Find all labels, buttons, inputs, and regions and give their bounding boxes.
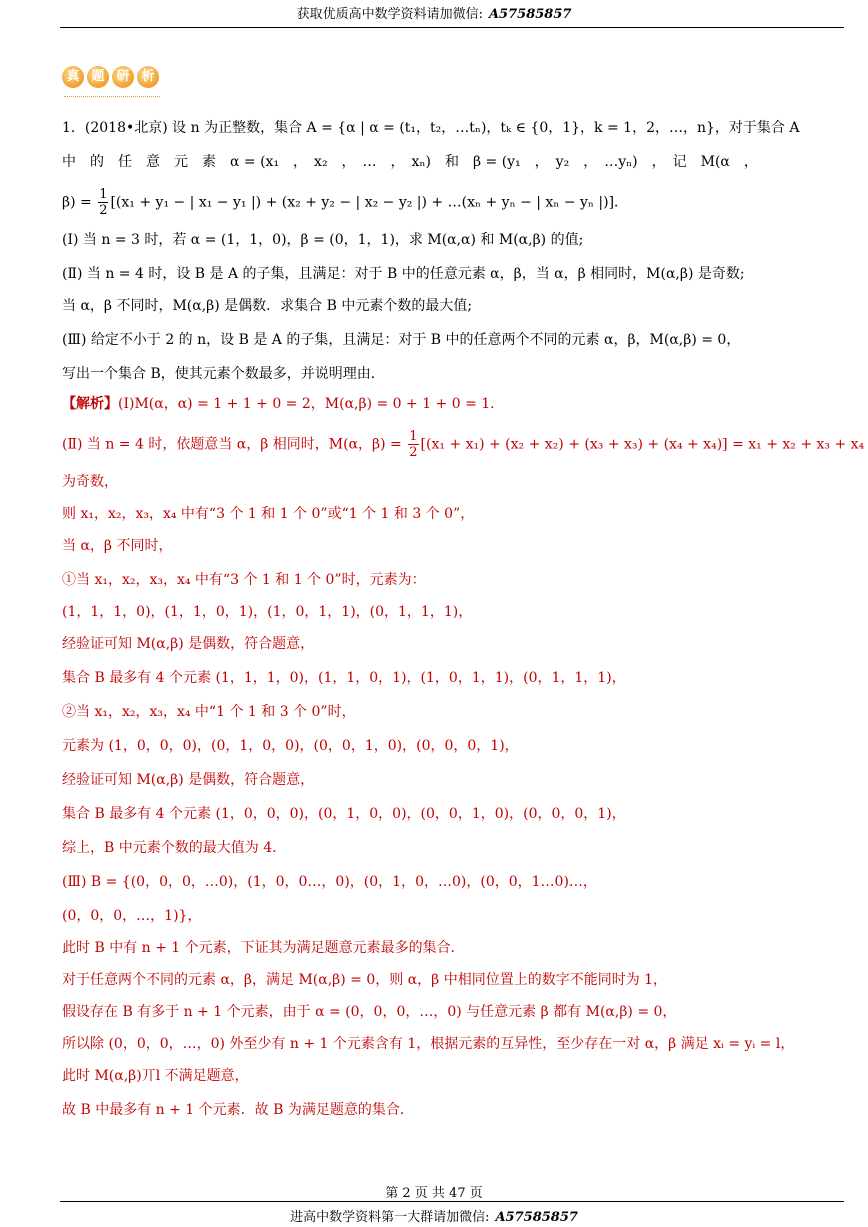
- header-text: 获取优质高中数学资料请加微信:: [296, 7, 483, 22]
- text-line: 综上，B 中元素个数的最大值为 4．: [62, 840, 287, 856]
- footer-rule: [60, 1201, 844, 1202]
- text-line: 对于任意两个不同的元素 α，β，满足 M(α,β) = 0，则 α，β 中相同位置上的数字不能同时为 1，: [62, 972, 668, 988]
- badge-char: 析: [137, 66, 159, 88]
- text-line: (Ⅱ) 当 n = 4 时，设 B 是 A 的子集，且满足：对于 B 中的任意元素 α，β，当 α，β 相同时，M(α,β) 是奇数;: [62, 266, 745, 282]
- text-line: 元素为 (1，0，0，0)，(0，1，0，0)，(0，0，1，0)，(0，0，0，1)，: [62, 738, 519, 754]
- text-line: 假设存在 B 有多于 n + 1 个元素，由于 α = (0，0，0，…，0) 与任意元素 β 都有 M(α,β) = 0，: [62, 1004, 677, 1020]
- page-footer: [0, 1206, 868, 1225]
- text-line: 为奇数，: [62, 474, 118, 490]
- text-line: 当 α，β 不同时，: [62, 538, 173, 554]
- footer-text: 进高中数学资料第一大群请加微信:: [290, 1210, 490, 1225]
- line-text: [(x₁ + x₁) + (x₂ + x₂) + (x₃ + x₃) + (x₄ + x₄)] = x₁ + x₂ + x₃ + x₄: [420, 436, 865, 453]
- text-line: 此时 B 中有 n + 1 个元素，下证其为满足题意元素最多的集合．: [62, 940, 465, 956]
- text-line: (0，0，0，…，1)}，: [62, 908, 202, 924]
- text-line: 1．(2018•北京) 设 n 为正整数，集合 A = {α | α = (t₁，t₂，…tₙ)，tₖ ∈ {0，1}，k = 1，2，…，n}，对于集合 A: [62, 120, 800, 136]
- badge-char: 真: [62, 66, 84, 88]
- page-header: [0, 6, 868, 24]
- footer-wechat: A57585857: [495, 1210, 578, 1225]
- text-line: 写出一个集合 B，使其元素个数最多，并说明理由．: [62, 366, 385, 382]
- line-text: (Ⅱ) 当 n = 4 时，依题意当 α，β 相同时，M(α，β) =: [62, 436, 407, 453]
- text-line: 所以除 (0，0，0，…，0) 外至少有 n + 1 个元素含有 1，根据元素的互异性，至少存在一对 α，β 满足 xᵢ = yᵢ = l，: [62, 1036, 795, 1052]
- line-text: [(x₁ + y₁ − | x₁ − y₁ |) + (x₂ + y₂ − | x₂ − y₂ |) + …(xₙ + yₙ − | xₙ − yₙ |)]．: [110, 194, 629, 211]
- text-line: (Ⅰ) 当 n = 3 时，若 α = (1，1，0)，β = (0，1，1)，求 M(α,α) 和 M(α,β) 的值;: [62, 232, 584, 248]
- line-text: (I)M(α，α) = 1 + 1 + 0 = 2，M(α,β) = 0 + 1 + 0 = 1．: [118, 396, 505, 412]
- text-line: ②当 x₁，x₂，x₃，x₄ 中“1 个 1 和 3 个 0”时，: [62, 704, 356, 720]
- text-line: 集合 B 最多有 4 个元素 (1，0，0，0)，(0，1，0，0)，(0，0，1，0)，(0，0，0，1)，: [62, 806, 626, 822]
- line-text: β) =: [62, 194, 97, 211]
- badge-char: 研: [112, 66, 134, 88]
- text-line: 则 x₁，x₂，x₃，x₄ 中有“3 个 1 和 1 个 0”或“1 个 1 和 3 个 0”，: [62, 506, 475, 522]
- text-line: (1，1，1，0)，(1，1，0，1)，(1，0，1，1)，(0，1，1，1)，: [62, 604, 473, 620]
- text-line: 经验证可知 M(α,β) 是偶数，符合题意，: [62, 636, 315, 652]
- text-line: ①当 x₁，x₂，x₃，x₄ 中有“3 个 1 和 1 个 0”时，元素为：: [62, 572, 426, 588]
- header-wechat: A57585857: [488, 7, 572, 22]
- badge-underline: [64, 96, 160, 97]
- text-line: [62, 187, 628, 218]
- analysis-tag: 【解析】: [62, 396, 118, 412]
- section-badge: [62, 66, 159, 88]
- header-rule: [60, 27, 844, 28]
- text-line: 中 的 任 意 元 素 α = (x₁ ， x₂ ， … ， xₙ) 和 β = (y₁ ， y₂ ， …yₙ) ， 记 M(α ，: [62, 154, 758, 170]
- text-line: 经验证可知 M(α,β) 是偶数，符合题意，: [62, 772, 315, 788]
- text-line: 集合 B 最多有 4 个元素 (1，1，1，0)，(1，1，0，1)，(1，0，1，1)，(0，1，1，1)，: [62, 670, 626, 686]
- text-line: 故 B 中最多有 n + 1 个元素．故 B 为满足题意的集合．: [62, 1102, 414, 1118]
- page-number: 第 2 页 共 47 页: [385, 1186, 483, 1201]
- fraction: $\frac{1}{2}$: [409, 429, 418, 460]
- text-line: 当 α，β 不同时，M(α,β) 是偶数．求集合 B 中元素个数的最大值;: [62, 298, 473, 314]
- text-line: (Ⅲ) 给定不小于 2 的 n，设 B 是 A 的子集，且满足：对于 B 中的任意两个不同的元素 α，β，M(α,β) = 0，: [62, 332, 741, 348]
- text-line: [62, 429, 864, 460]
- fraction: $\frac{1}{2}$: [99, 187, 108, 218]
- text-line: 此时 M(α,β)丌l 不满足题意，: [62, 1068, 249, 1084]
- text-line: [62, 393, 504, 413]
- badge-char: 题: [87, 66, 109, 88]
- text-line: (Ⅲ) B = {(0，0，0，…0)，(1，0，0…，0)，(0，1，0，…0)，(0，0，1…0)…，: [62, 874, 597, 890]
